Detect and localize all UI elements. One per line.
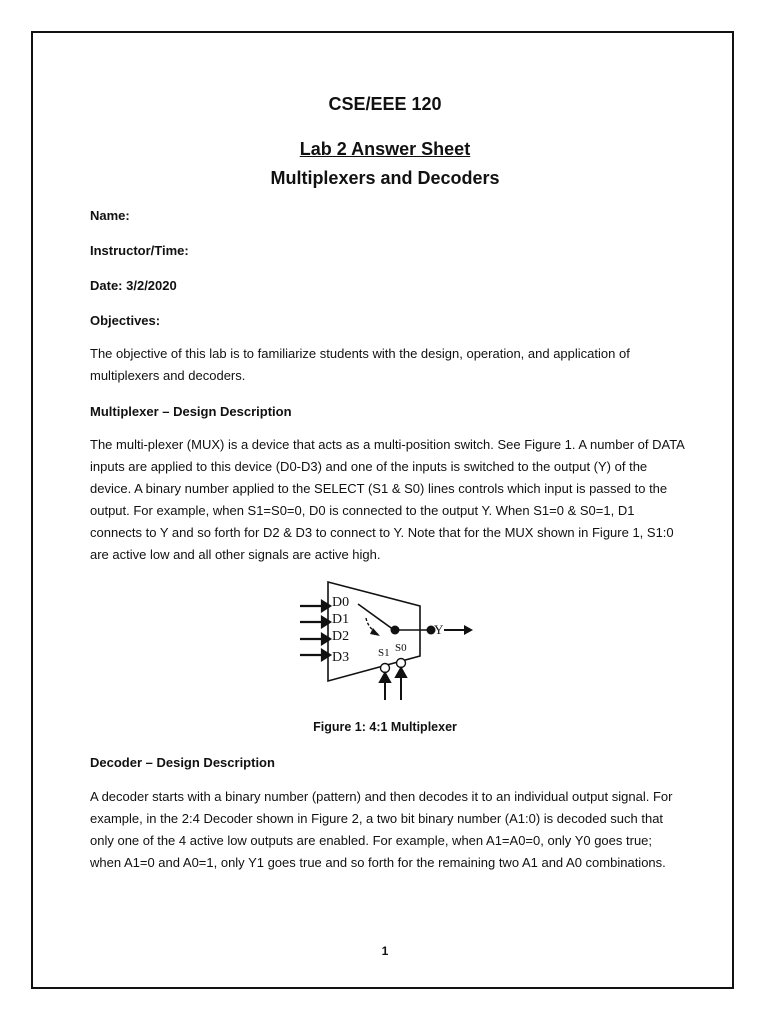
page-number: 1 bbox=[381, 944, 389, 958]
course-title: CSE/EEE 120 bbox=[328, 94, 442, 114]
input-label-d3: D3 bbox=[332, 650, 350, 665]
date-field: Date: 3/2/2020 bbox=[90, 278, 177, 293]
multiplexer-figure bbox=[296, 578, 476, 703]
lab-subtitle: Multiplexers and Decoders bbox=[270, 168, 500, 188]
input-label-d2: D2 bbox=[332, 629, 350, 644]
output-label-y: Y bbox=[434, 622, 444, 637]
mux-heading: Multiplexer – Design Description bbox=[90, 404, 292, 419]
input-label-d0: D0 bbox=[332, 595, 350, 610]
switch-arm bbox=[358, 604, 394, 630]
objectives-paragraph: The objective of this lab is to familiarize students with the design, operation, and application of multiplexers and decoders. bbox=[90, 346, 630, 383]
input-label-d1: D1 bbox=[332, 612, 350, 627]
select-label-s1: S1 bbox=[378, 647, 390, 659]
input-arrows bbox=[300, 601, 330, 660]
objectives-heading: Objectives: bbox=[90, 313, 161, 328]
lab-title: Lab 2 Answer Sheet bbox=[299, 139, 471, 159]
decoder-heading: Decoder – Design Description bbox=[90, 755, 275, 770]
figure-caption: Figure 1: 4:1 Multiplexer bbox=[313, 720, 457, 734]
instructor-field: Instructor/Time: bbox=[90, 243, 189, 258]
decoder-paragraph: A decoder starts with a binary number (pattern) and then decodes it to an individual output signal. For example, in the 2:4 Decoder shown in Figure 2, a two bit binary number (A1:0) is decoded such that only one of the 4 active low outputs are enabled. For example, when A1=A0=0, only Y0 goes true; when A1=0 and A0=1, only Y1 goes true and so forth for the remaining two A1 and A0 combinations. bbox=[90, 789, 673, 870]
select-label-s0: S0 bbox=[395, 642, 407, 654]
mux-paragraph: The multi-plexer (MUX) is a device that acts as a multi-position switch. See Figure 1. A number of DATA inputs are applied to this device (D0-D3) and one of the inputs is switched to the output (Y) of the device. A binary number applied to the SELECT (S1 & S0) lines controls which input is passed to the output. For example, when S1=S0=0, D0 is connected to the output Y. When S1=0 & S0=1, D1 connects to Y and so forth for D2 & D3 to connect to Y. Note that for the MUX shown in Figure 1, S1:0 are active low and all other signals are active high. bbox=[90, 437, 685, 562]
output-arrow-head bbox=[464, 625, 473, 635]
name-field: Name: bbox=[90, 208, 130, 223]
